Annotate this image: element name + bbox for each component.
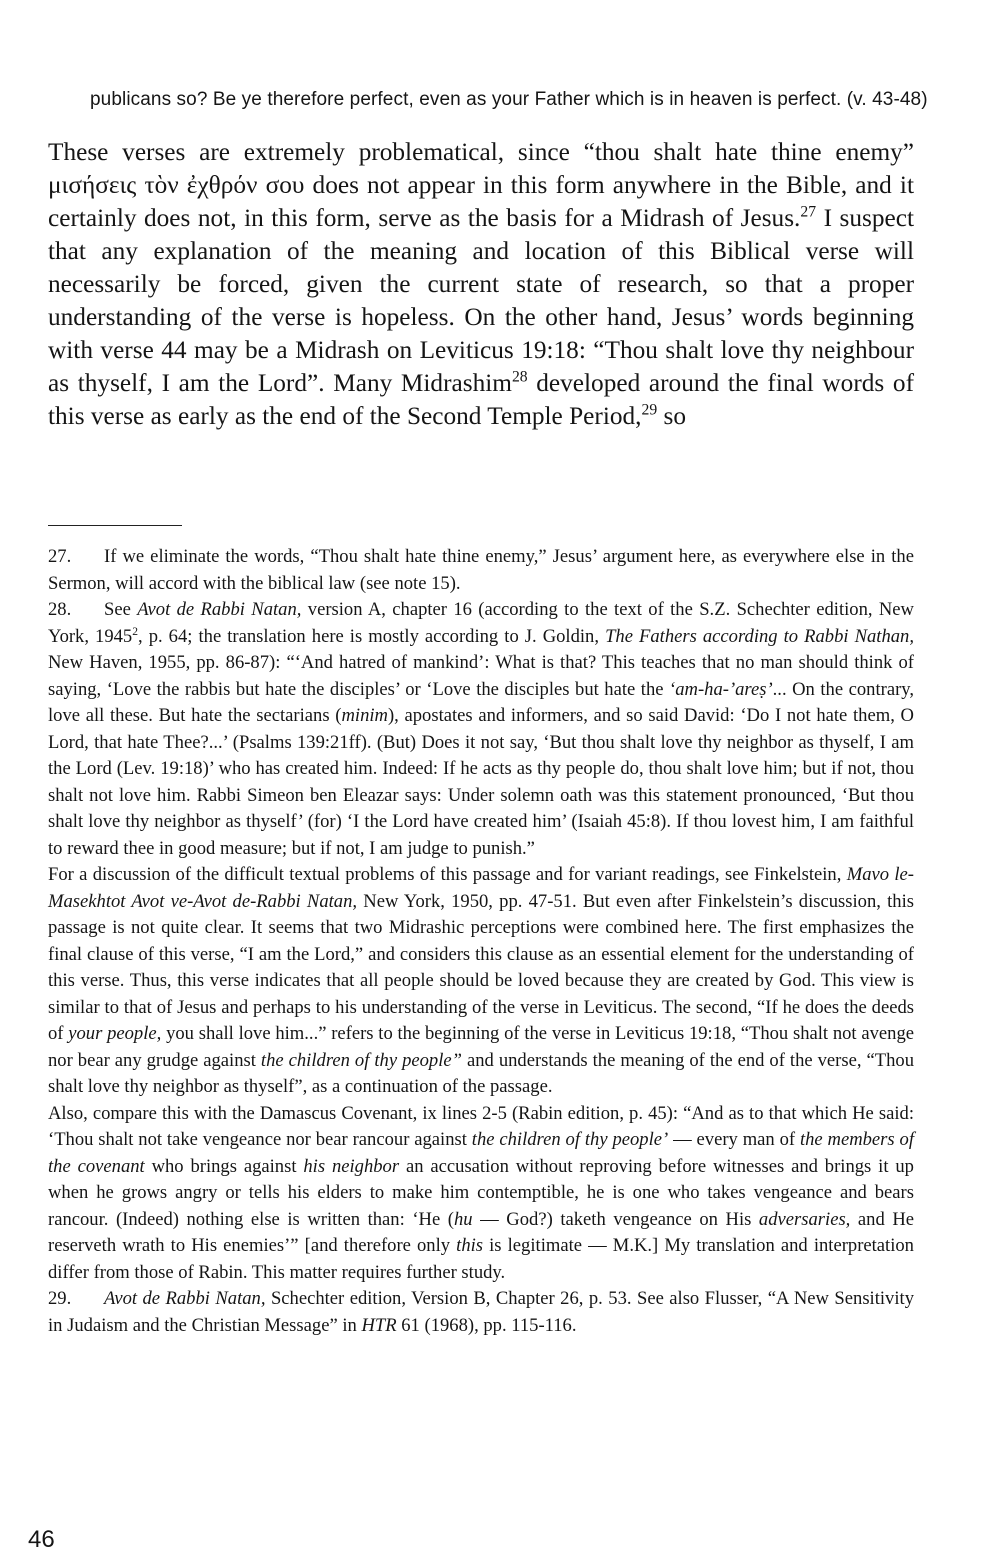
work-title: Mavo le-Masekhtot Avot ve-Avot de-Rabbi Natan, — [48, 864, 914, 912]
page-number: 46 — [28, 1526, 55, 1553]
footnote-ref-27[interactable]: 27 — [800, 203, 817, 221]
footnote-ref-28[interactable]: 28 — [511, 368, 528, 386]
footnote-28-comparison — [48, 1101, 914, 1287]
emphasis: adversaries, — [758, 1208, 851, 1230]
footnote-27 — [48, 544, 914, 597]
footnote-text: you shall love him...” refers to the beginning of the verse in Leviticus 19:18, “Thou shalt not avenge nor bear any grudge against — [48, 1023, 915, 1071]
footnote-text: See — [104, 599, 138, 620]
quoted-scripture-continuation — [90, 86, 930, 113]
footnote-28-discussion — [48, 862, 914, 1101]
emphasis: the members of the covenant — [48, 1129, 914, 1177]
footnote-text: 61 (1968), pp. 115-116. — [396, 1314, 577, 1336]
hebrew-term: minim — [341, 705, 388, 726]
work-title: Avot de Rabbi Natan, — [137, 599, 302, 620]
emphasis: the children of thy people” — [260, 1049, 462, 1071]
footnote-text: — every man of — [668, 1129, 800, 1150]
body-sentence: developed around the final words of this verse as early as the end of the Second Temple Period, — [48, 369, 914, 430]
footnotes — [48, 544, 914, 1339]
main-paragraph — [48, 136, 914, 433]
emphasis: this — [456, 1235, 484, 1256]
footnote-text: New York, 1950, pp. 47-51. But even after Finkelstein’s discussion, this passage is not quite clear. It seems that two Midrashic perceptions were combined here. The first emphasizes the final clause of this verse, “I am the Lord,” and considers this clause as an essential element for the understanding of this verse. Thus, this verse indicates that all people should be loved because they are created by God. This view is similar to that of Jesus and perhaps to his understanding of the verse in Leviticus. The second, “If he does the deeds of — [48, 890, 914, 1044]
footnote-number: 28. — [48, 599, 72, 620]
footnote-text: ), apostates and informers, and so said David: ‘Do I not hate them, O Lord, that hate Thee?...’ (Psalms 139:21ff). (But) Does it not say, ‘But thou shalt love thy neighbor as thyself, I am the Lord (Lev. 19:18)’ who has created him. Indeed: If he acts as thy people do, thou shalt love him; but if not, thou shalt not love him. Rabbi Simeon ben Eleazar says: Under solemn oath was this statement pronounced, ‘But thou shalt love thy neighbor as thyself’ (for) ‘I the Lord have created him’ (Isaiah 45:8). If thou lovest him, I am faithful to reward thee in good measure; but if not, I am judge to punish.” — [48, 705, 914, 859]
footnote-text: ... On the contrary, love all these. But hate the sectarians ( — [48, 678, 914, 726]
footnote-text: and He reserveth wrath to His enemies’” [and therefore only — [48, 1208, 915, 1256]
footnote-text: For a discussion of the difficult textual problems of this passage and for variant readings, see Finkelstein, — [48, 864, 847, 885]
edition-superscript: 2 — [132, 625, 138, 638]
work-title: Avot de Rabbi Natan, — [104, 1288, 266, 1309]
body-sentence: does not appear in this form anywhere in the Bible, and it certainly does not, in this form, serve as the basis for a Midrash of Jesus. — [48, 171, 914, 232]
footnote-number: 27. — [48, 546, 72, 567]
hebrew-term: hu — [453, 1208, 473, 1230]
quote-text: publicans so? Be ye therefore perfect, even as your Father which is in heaven is perfect. (v. 43-48) — [90, 89, 928, 110]
hebrew-term: ‘am-ha-’areṣ’ — [669, 678, 773, 700]
footnote-ref-29[interactable]: 29 — [641, 401, 658, 419]
journal-title: HTR — [361, 1314, 397, 1336]
body-sentence: I suspect that any explanation of the meaning and location of this Biblical verse will necessarily be forced, given the current state of research, so that a proper understanding of the verse is hopeless. On the other hand, Jesus’ words beginning with verse 44 may be a Midrash on Leviticus 19:18: “Thou shalt love thy neighbour as thyself, I am the Lord”. Many Midrashim — [48, 204, 915, 397]
work-title: The Fathers according to Rabbi Nathan, — [605, 625, 914, 647]
footnote-text: If we eliminate the words, “Thou shalt hate thine enemy,” Jesus’ argument here, as everywhere else in the Sermon, will accord with the biblical law (see note 15). — [48, 546, 914, 594]
footnote-text: an accusation without reproving before witnesses and brings it up when he grows angry or tells his elders to make him contemptible, he is one who takes vengeance and bears rancour. (Indeed) nothing else is written than: ‘He ( — [48, 1155, 914, 1230]
footnote-text: who brings against — [144, 1155, 304, 1177]
footnote-number: 29. — [48, 1288, 72, 1309]
footnote-28 — [48, 597, 914, 862]
footnote-text: — God?) taketh vengeance on His — [472, 1208, 759, 1230]
footnote-29 — [48, 1286, 914, 1339]
body-sentence: These verses are extremely problematical, since “thou shalt hate thine enemy” — [48, 138, 914, 166]
footnote-text: Also, compare this with the Damascus Covenant, ix lines 2-5 (Rabin edition, p. 45): “And as to that which He said: ‘Thou shalt not take vengeance nor bear rancour against — [48, 1102, 914, 1150]
greek-quotation: μισήσεις τὸν ἐχθρόν σου — [48, 171, 305, 199]
footnote-text: is legitimate — M.K.] My translation and interpretation differ from those of Rabin. This matter requires further study. — [48, 1235, 914, 1283]
emphasis: your people, — [68, 1023, 162, 1044]
emphasis: the children of thy people’ — [471, 1129, 669, 1150]
emphasis: his neighbor — [303, 1155, 400, 1177]
footnote-text: , p. 64; the translation here is mostly according to J. Goldin, — [138, 625, 606, 647]
footnote-text: version A, chapter 16 (according to the text of the S.Z. Schechter edition, New York, 1945 — [48, 599, 914, 647]
body-sentence: so — [657, 402, 686, 430]
footnote-text: New Haven, 1955, pp. 86-87): “‘And hatred of mankind’: What is that? This teaches that no man should think of saying, ‘Love the rabbis but hate the disciples’ or ‘Love the disciples but hate the — [48, 652, 914, 700]
footnote-divider — [48, 525, 182, 526]
footnote-text: and understands the meaning of the end of the verse, “Thou shalt love thy neighbor as thyself”, as a continuation of the passage. — [48, 1049, 914, 1097]
footnote-text: Schechter edition, Version B, Chapter 26, p. 53. See also Flusser, “A New Sensitivity in Judaism and the Christian Message” in — [48, 1288, 914, 1336]
